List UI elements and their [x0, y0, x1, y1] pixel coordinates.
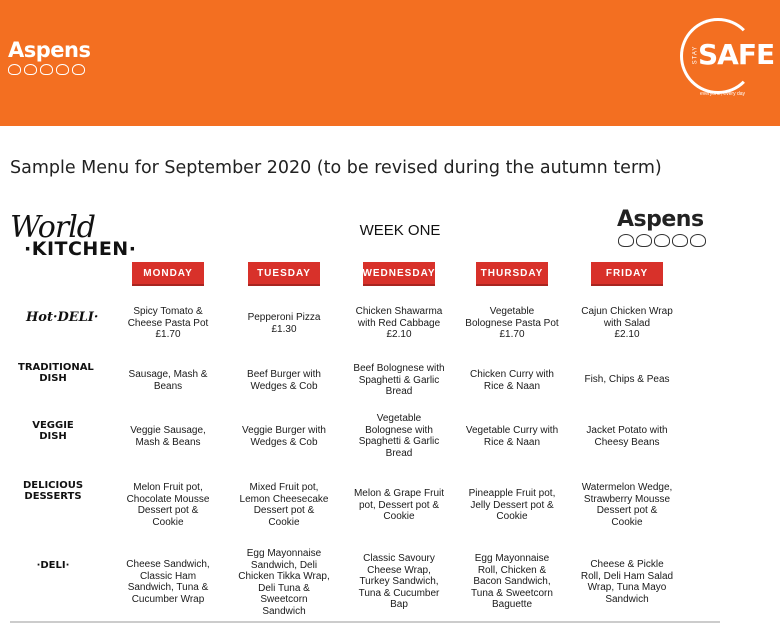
menu-item-line: Veggie Burger with — [242, 425, 326, 436]
menu-item-line: Vegetable — [376, 413, 422, 424]
menu-item-line: Tuna & Sweetcorn — [471, 587, 553, 599]
aspens-logo-icon — [8, 64, 85, 75]
menu-item-line: Beef Bolognese with — [353, 363, 445, 374]
menu-cell — [345, 553, 453, 611]
menu-item-line: Spicy Tomato & — [133, 306, 203, 317]
day-label-friday: FRIDAY — [591, 262, 663, 284]
menu-item-line: £2.10 — [386, 329, 412, 340]
day-label-monday: MONDAY — [132, 262, 204, 284]
menu-cell — [458, 488, 566, 523]
stay-safe-logo — [674, 18, 775, 102]
menu-item-line: Bap — [390, 599, 408, 610]
menu-item-line: Classic Savoury — [363, 553, 435, 564]
world-kitchen-line1: World — [10, 210, 95, 245]
menu-cell — [230, 312, 338, 335]
menu-item-line: Watermelon Wedge, — [581, 482, 673, 493]
menu-item-line: Spaghetti & Garlic — [358, 374, 440, 386]
safe-tagline: everyone, every day — [700, 91, 746, 97]
menu-item-line: Rice & Naan — [483, 436, 541, 448]
menu-item-line: Melon Fruit pot, — [133, 482, 203, 493]
menu-item-line: Egg Mayonnaise — [246, 548, 322, 559]
aspens-logo-text: Aspens — [8, 38, 91, 62]
menu-item-line: Roll, Chicken & — [477, 564, 547, 576]
menu-cell — [114, 306, 222, 341]
menu-item-line: Chicken Tikka Wrap, — [238, 571, 330, 582]
menu-cell — [345, 363, 453, 398]
menu-item-line: £1.70 — [499, 329, 525, 340]
menu-item-line: Dessert pot & — [137, 505, 199, 516]
menu-item-line: Dessert pot & — [596, 505, 658, 516]
menu-cell — [573, 425, 681, 448]
page-title: Sample Menu for September 2020 (to be revised during the autumn term) — [10, 158, 662, 178]
menu-cell — [458, 553, 566, 611]
aspens-right-icon — [618, 234, 706, 247]
menu-item-line: Melon & Grape Fruit — [353, 488, 445, 499]
menu-item-line: with Salad — [603, 317, 651, 329]
menu-item-line: Sweetcorn — [260, 594, 308, 605]
menu-item-line: Cheesy Beans — [594, 436, 660, 448]
menu-item-line: Chicken Curry with — [470, 369, 554, 380]
menu-item-line: Lemon Cheesecake — [239, 493, 329, 505]
menu-item-line: Roll, Deli Ham Salad — [580, 570, 674, 582]
menu-item-line: £2.10 — [614, 329, 640, 340]
menu-item-line: Mixed Fruit pot, — [249, 482, 319, 493]
day-label-wednesday: WEDNESDAY — [363, 262, 435, 284]
menu-item-line: Strawberry Mousse — [583, 493, 671, 505]
menu-cell — [114, 425, 222, 448]
menu-cell — [345, 413, 453, 459]
menu-cell — [230, 548, 338, 617]
menu-item-line: Cajun Chicken Wrap — [581, 306, 673, 317]
menu-item-line: Bacon Sandwich, — [473, 576, 551, 587]
menu-item-line: Spaghetti & Garlic — [358, 436, 440, 447]
menu-cell — [114, 369, 222, 392]
menu-cell — [230, 482, 338, 528]
menu-item-line: Egg Mayonnaise — [474, 553, 550, 564]
menu-item-line: Rice & Naan — [483, 380, 541, 392]
menu-cell — [114, 559, 222, 605]
menu-item-line: Sausage, Mash & — [128, 369, 208, 380]
menu-item-line: Mash & Beans — [135, 436, 201, 448]
menu-cell — [573, 559, 681, 605]
menu-item-line: Bolognese Pasta Pot — [465, 317, 559, 329]
menu-cell — [573, 482, 681, 528]
menu-item-line: Beans — [153, 380, 183, 392]
safe-word: SAFE — [698, 38, 775, 71]
week-title: WEEK ONE — [359, 222, 441, 239]
menu-item-line: Tuna & Cucumber — [358, 587, 440, 599]
menu-item-line: £1.30 — [271, 323, 297, 335]
menu-cell — [345, 488, 453, 523]
day-label-thursday: THURSDAY — [476, 262, 548, 284]
menu-item-line: Cheese & Pickle — [590, 559, 664, 570]
menu-item-line: Classic Ham — [139, 570, 197, 582]
menu-cell — [573, 374, 681, 386]
menu-cell — [458, 425, 566, 448]
menu-item-line: Cheese Pasta Pot — [127, 317, 209, 329]
menu-item-line: Beef Burger with — [247, 369, 321, 380]
menu-item-line: Vegetable Curry with — [465, 425, 559, 436]
menu-item-line: Cookie — [611, 516, 643, 528]
menu-item-line: Wedges & Cob — [250, 436, 318, 448]
menu-item-line: Wedges & Cob — [250, 380, 318, 392]
category-label: ·DELI· — [36, 560, 70, 571]
header-banner — [0, 0, 780, 126]
menu-item-line: Bolognese with — [365, 424, 433, 436]
category-label: Hot·DELI· — [26, 310, 99, 325]
day-label-tuesday: TUESDAY — [248, 262, 320, 284]
menu-item-line: Vegetable — [489, 306, 535, 317]
menu-item-line: Chicken Shawarma — [355, 306, 443, 317]
menu-item-line: Veggie Sausage, — [130, 425, 206, 436]
bottom-divider — [10, 621, 720, 623]
menu-item-line: Jacket Potato with — [586, 425, 668, 436]
menu-item-line: Pineapple Fruit pot, — [468, 488, 556, 499]
world-kitchen-line2: ·KITCHEN· — [24, 238, 137, 260]
world-kitchen-logo — [10, 212, 170, 268]
menu-item-line: Cookie — [496, 511, 528, 522]
menu-item-line: Cheese Wrap, — [367, 564, 431, 576]
menu-cell — [114, 482, 222, 528]
menu-item-line: Pepperoni Pizza — [247, 312, 321, 323]
menu-item-line: Fish, Chips & Peas — [584, 374, 670, 385]
menu-item-line: Cheese Sandwich, — [126, 559, 210, 570]
menu-item-line: Baguette — [491, 599, 533, 610]
menu-item-line: pot, Dessert pot & — [358, 499, 440, 511]
menu-cell — [458, 369, 566, 392]
menu-item-line: Cookie — [268, 516, 300, 528]
menu-item-line: Cookie — [383, 511, 415, 522]
menu-cell — [458, 306, 566, 341]
menu-item-line: Chocolate Mousse — [126, 493, 210, 505]
menu-item-line: Bread — [385, 447, 413, 459]
menu-item-line: Sandwich, Tuna & — [127, 582, 209, 593]
menu-item-line: Dessert pot & — [253, 505, 315, 516]
menu-item-line: Jelly Dessert pot & — [470, 499, 554, 511]
menu-item-line: Sandwich — [605, 593, 649, 605]
menu-item-line: Cucumber Wrap — [131, 593, 205, 605]
menu-item-line: Wrap, Tuna Mayo — [587, 582, 667, 593]
menu-cell — [230, 369, 338, 392]
category-label: DELICIOUS DESSERTS — [22, 480, 84, 502]
aspens-logo-right: Aspens — [617, 207, 704, 232]
menu-item-line: Cookie — [152, 516, 184, 528]
menu-cell — [230, 425, 338, 448]
menu-item-line: Sandwich — [262, 605, 306, 617]
menu-item-line: Deli Tuna & — [258, 582, 310, 594]
menu-item-line: Bread — [385, 386, 413, 397]
menu-item-line: Turkey Sandwich, — [359, 576, 439, 587]
category-label: VEGGIE DISH — [32, 420, 74, 442]
safe-prefix: STAY — [692, 45, 699, 65]
menu-item-line: £1.70 — [155, 329, 181, 340]
menu-item-line: Sandwich, Deli — [250, 559, 318, 571]
menu-cell — [573, 306, 681, 341]
menu-cell — [345, 306, 453, 341]
category-label: TRADITIONAL DISH — [18, 362, 94, 384]
menu-item-line: with Red Cabbage — [357, 317, 441, 329]
